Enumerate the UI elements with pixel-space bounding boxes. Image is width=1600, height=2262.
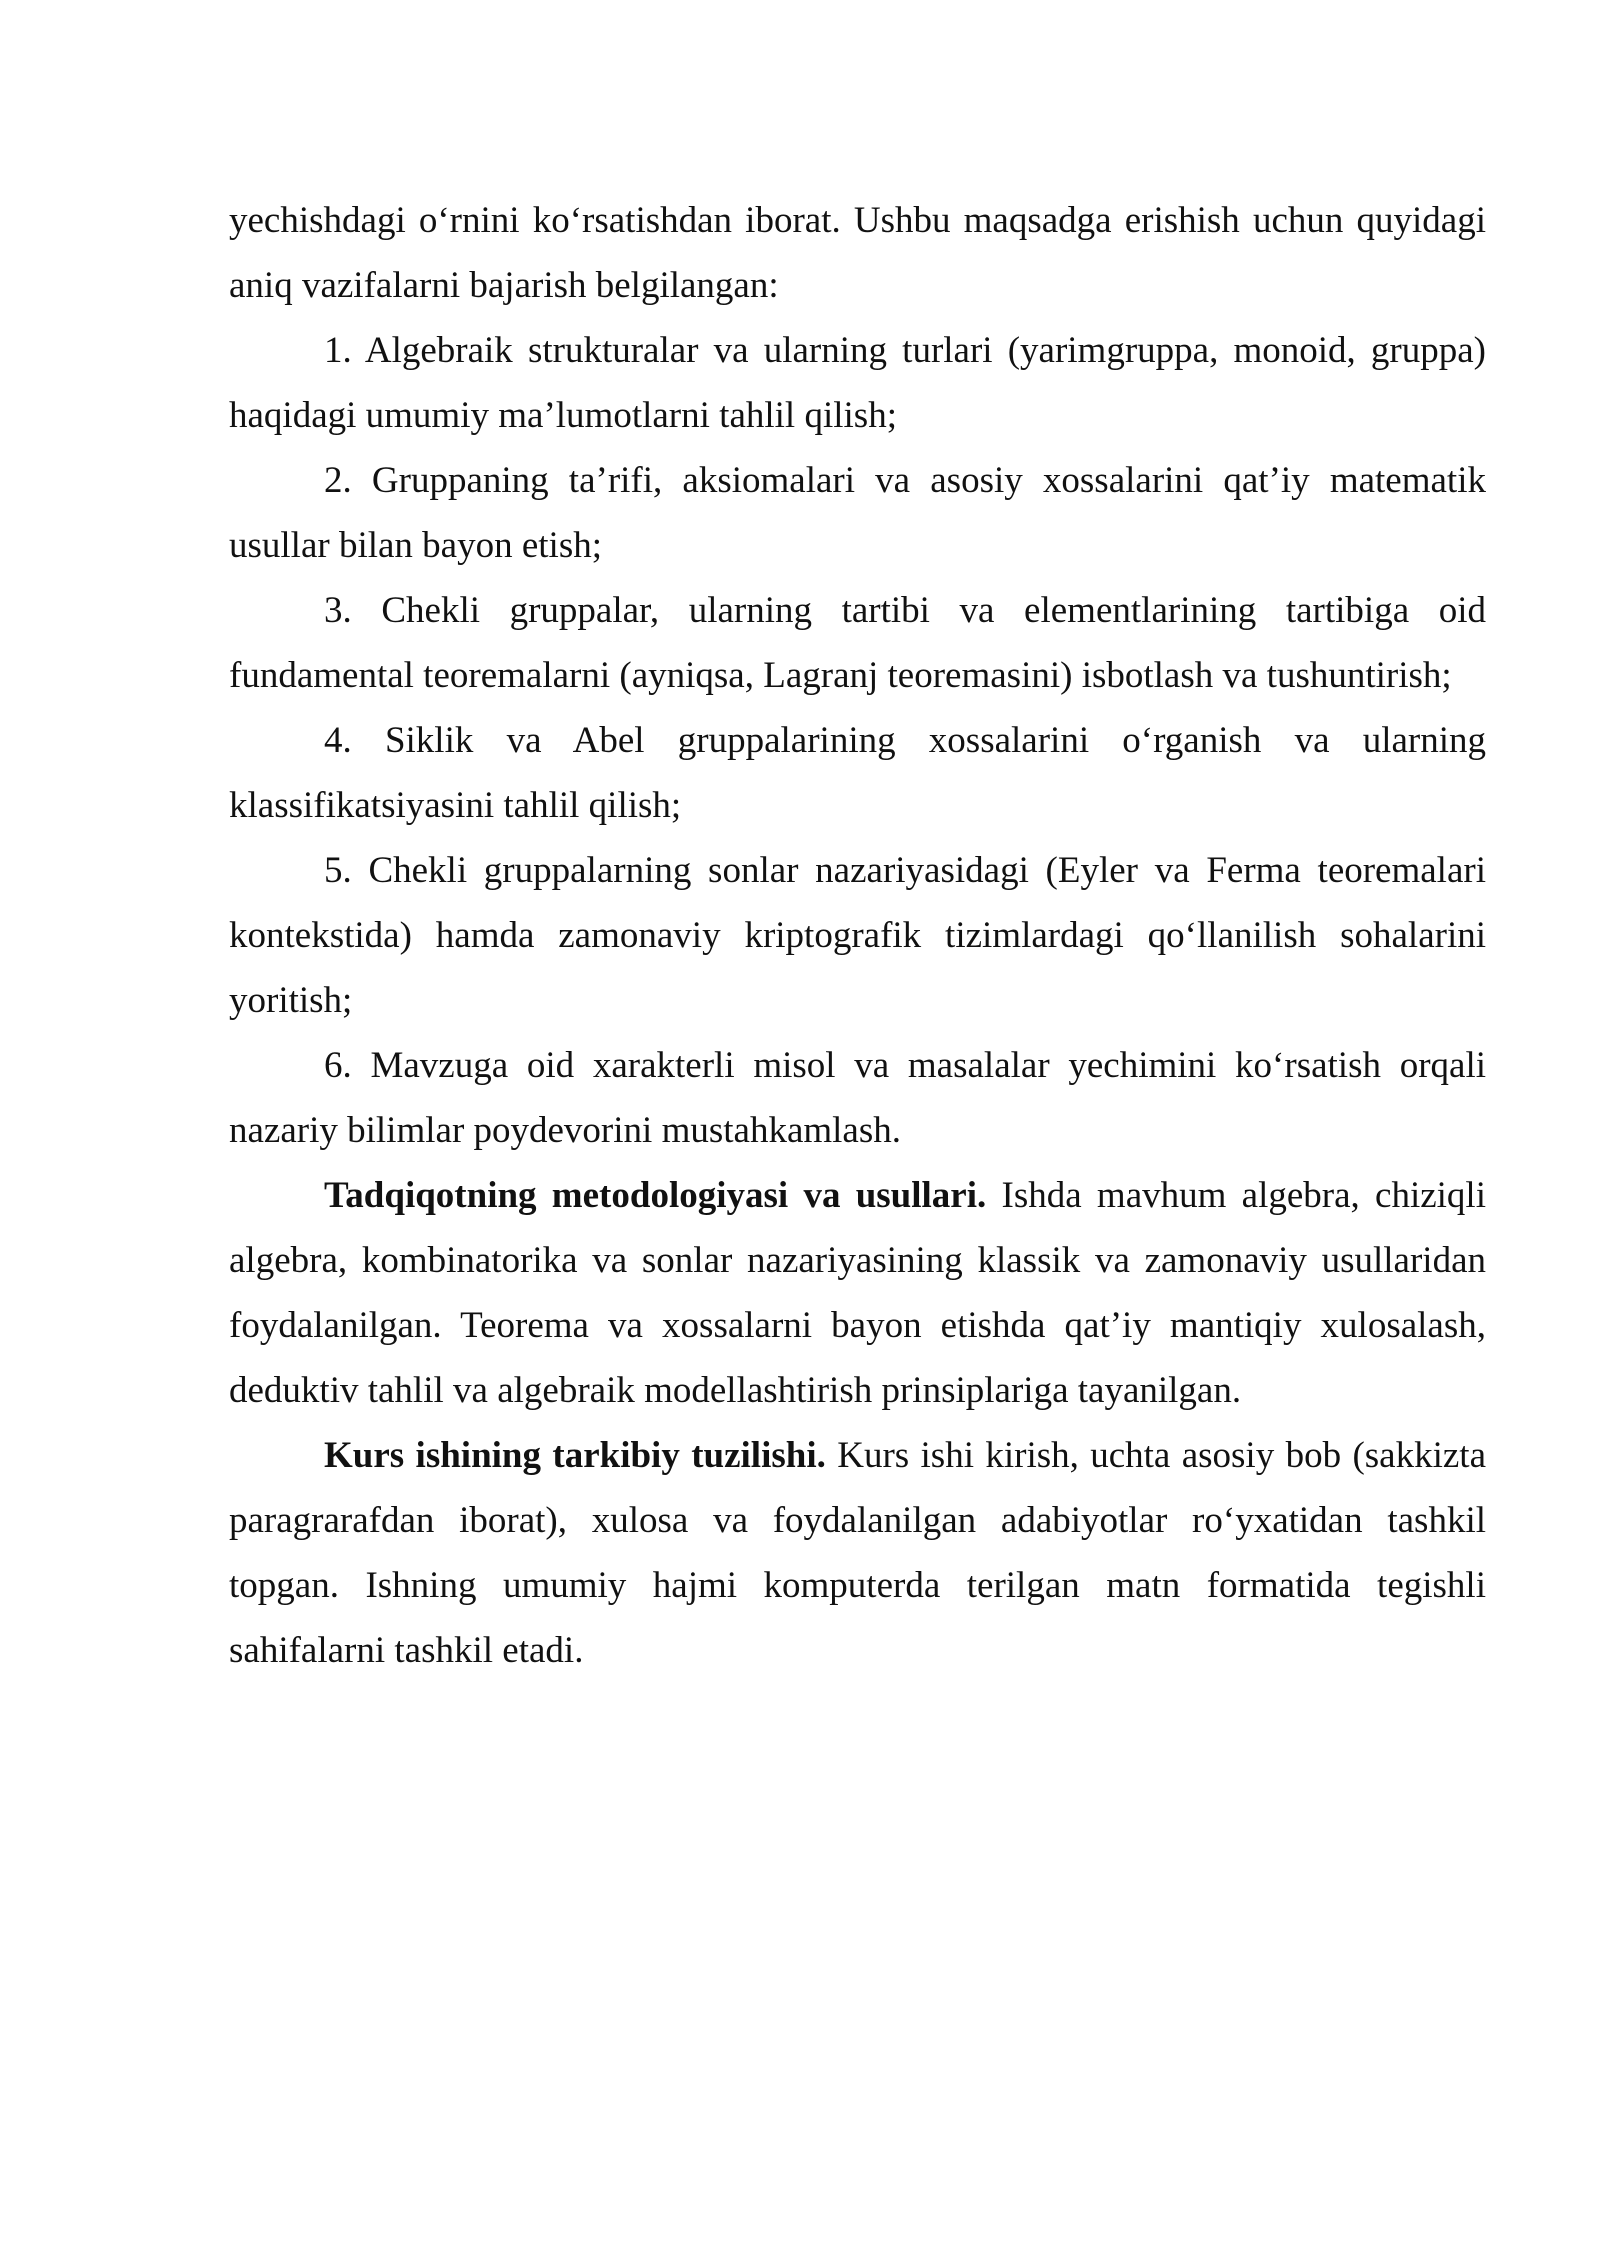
methodology-text: Ishda mavhum algebra, chiziqli algebra, kombinatorika va sonlar nazariyasining klassik va zamonaviy usullaridan foydalanilgan. Teorema va xossalarni bayon etishda qat’iy mantiqiy xulosalash, deduktiv tahlil va algebraik modellashtirish prinsiplariga tayanilgan. — [229, 1175, 1486, 1411]
methodology-heading: Tadqiqotning metodologiyasi va usullari. — [324, 1175, 987, 1216]
structure-paragraph — [229, 1423, 1486, 1683]
structure-heading: Kurs ishining tarkibiy tuzilishi. — [324, 1435, 826, 1476]
methodology-paragraph — [229, 1163, 1486, 1423]
task-item-4: 4. Siklik va Abel gruppalarining xossalarini o‘rganish va ularning klassifikatsiyasini tahlil qilish; — [229, 720, 1486, 826]
task-item-6: 6. Mavzuga oid xarakterli misol va masalalar yechimini ko‘rsatish orqali nazariy bilimlar poydevorini mustahkamlash. — [229, 1045, 1486, 1151]
task-item-3: 3. Chekli gruppalar, ularning tartibi va elementlarining tartibiga oid fundamental teoremalarni (ayniqsa, Lagranj teoremasini) isbotlash va tushuntirish; — [229, 590, 1486, 696]
intro-continuation-paragraph: yechishdagi o‘rnini ko‘rsatishdan iborat. Ushbu maqsadga erishish uchun quyidagi aniq vazifalarni bajarish belgilangan: — [229, 200, 1486, 306]
structure-text: Kurs ishi kirish, uchta asosiy bob (sakkizta paragrarafdan iborat), xulosa va foydalanilgan adabiyotlar ro‘yxatidan tashkil topgan. Ishning umumiy hajmi komputerda terilgan matn formatida tegishli sahifalarni tashkil etadi. — [229, 1435, 1486, 1671]
document-body — [229, 188, 1486, 1683]
task-item-1: 1. Algebraik strukturalar va ularning turlari (yarimgruppa, monoid, gruppa) haqidagi umumiy ma’lumotlarni tahlil qilish; — [229, 330, 1486, 436]
task-item-5: 5. Chekli gruppalarning sonlar nazariyasidagi (Eyler va Ferma teoremalari kontekstida) hamda zamonaviy kriptografik tizimlardagi qo‘llanilish sohalarini yoritish; — [229, 850, 1486, 1021]
task-item-2: 2. Gruppaning ta’rifi, aksiomalari va asosiy xossalarini qat’iy matematik usullar bilan bayon etish; — [229, 460, 1486, 566]
